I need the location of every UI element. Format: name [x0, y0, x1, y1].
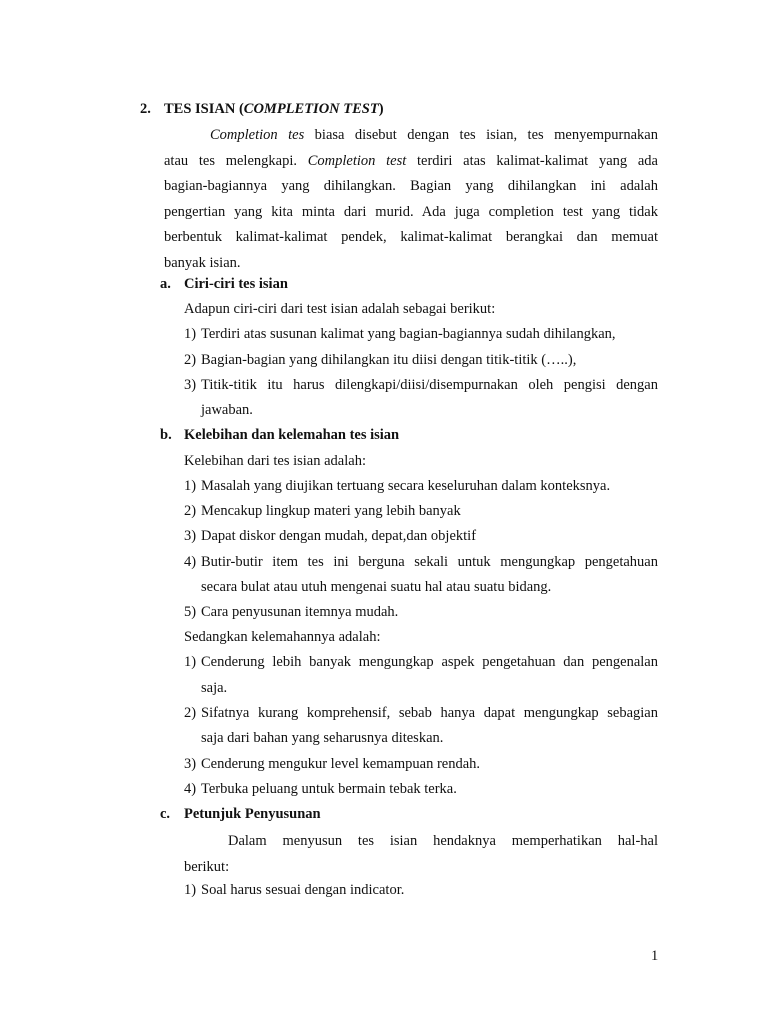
- list-text: Dapat diskor dengan mudah, depat,dan objektif: [201, 528, 477, 544]
- list-number: 3): [184, 377, 197, 393]
- intro-paragraph: [164, 123, 658, 276]
- list-number: 1): [184, 654, 197, 670]
- intro-italic-term-2: Completion test: [307, 152, 407, 169]
- list-text-continuation: secara bulat atau utuh mengenai suatu hal atau suatu bidang.: [201, 579, 552, 595]
- list-number: 4): [184, 781, 197, 797]
- section-heading: [140, 101, 384, 118]
- intro-line-4: pengertian yang kita minta dari murid. Ada juga completion test yang tidak: [164, 203, 658, 220]
- intro-text-1: biasa disebut dengan tes isian, tes menyempurnakan: [304, 127, 658, 143]
- subsection-c-line-2: berikut:: [184, 858, 230, 875]
- list-text: Cenderung mengukur level kemampuan rendah.: [201, 756, 481, 772]
- list-text: Titik-titik itu harus dilengkapi/diisi/disempurnakan oleh pengisi dengan: [201, 377, 658, 393]
- list-number: 3): [184, 528, 197, 544]
- subsection-c-paragraph: [184, 829, 658, 880]
- list-number: 5): [184, 604, 197, 620]
- subsection-a-lead: Adapun ciri-ciri dari test isian adalah sebagai berikut:: [184, 301, 496, 317]
- list-text: Sifatnya kurang komprehensif, sebab hanya dapat mengungkap sebagian: [201, 705, 658, 721]
- subsection-a-title: Ciri-ciri tes isian: [184, 276, 288, 292]
- list-number: 1): [184, 882, 197, 898]
- subsection-c-line-1: Dalam menyusun tes isian hendaknya memperhatikan hal-hal: [228, 833, 658, 849]
- list-text-continuation: saja.: [201, 680, 228, 696]
- section-title-suffix: ): [378, 101, 384, 117]
- list-text: Terdiri atas susunan kalimat yang bagian-bagiannya sudah dihilangkan,: [201, 326, 616, 342]
- list-text: Masalah yang diujikan tertuang secara keseluruhan dalam konteksnya.: [201, 478, 611, 494]
- list-number: 3): [184, 756, 197, 772]
- list-text: Cara penyusunan itemnya mudah.: [201, 604, 399, 620]
- list-number: 2): [184, 705, 197, 721]
- list-number: 1): [184, 326, 197, 342]
- list-number: 4): [184, 554, 197, 570]
- list-text-continuation: jawaban.: [201, 402, 253, 418]
- list-text: Cenderung lebih banyak mengungkap aspek pengetahuan dan pengenalan: [201, 654, 658, 670]
- list-text: Terbuka peluang untuk bermain tebak terka.: [201, 781, 457, 797]
- list-number: 2): [184, 503, 197, 519]
- intro-text-2b: terdiri atas kalimat-kalimat yang ada: [406, 152, 658, 169]
- subsection-b-heading: [160, 427, 399, 444]
- page-number: 1: [651, 948, 659, 964]
- subsection-b-letter: b.: [160, 427, 172, 443]
- subsection-b-title: Kelebihan dan kelemahan tes isian: [184, 427, 400, 443]
- subsection-a-heading: [160, 276, 288, 293]
- list-text: Soal harus sesuai dengan indicator.: [201, 882, 405, 898]
- list-number: 1): [184, 478, 197, 494]
- disadvantages-lead: Sedangkan kelemahannya adalah:: [184, 629, 381, 645]
- section-number: 2.: [140, 101, 151, 117]
- intro-italic-term-1: Completion tes: [210, 127, 305, 143]
- intro-text-2a: atau tes melengkapi.: [164, 152, 308, 169]
- intro-line-3: bagian-bagiannya yang dihilangkan. Bagian yang dihilangkan ini adalah: [164, 178, 658, 194]
- subsection-a-letter: a.: [160, 276, 171, 292]
- list-text: Bagian-bagian yang dihilangkan itu diisi dengan titik-titik (…..),: [201, 352, 577, 368]
- list-text-continuation: saja dari bahan yang seharusnya diteskan.: [201, 730, 444, 746]
- section-title-italic: COMPLETION TEST: [243, 101, 379, 117]
- list-text: Butir-butir item tes ini berguna sekali untuk mengungkap pengetahuan: [201, 554, 658, 570]
- subsection-c-letter: c.: [160, 806, 171, 822]
- list-number: 2): [184, 352, 197, 368]
- intro-line-5: berbentuk kalimat-kalimat pendek, kalimat-kalimat berangkai dan memuat: [164, 229, 658, 245]
- subsection-c-title: Petunjuk Penyusunan: [184, 806, 321, 822]
- advantages-lead: Kelebihan dari tes isian adalah:: [184, 453, 366, 469]
- intro-line-1: [164, 123, 658, 149]
- list-text: Mencakup lingkup materi yang lebih banyak: [201, 503, 461, 519]
- subsection-c-heading: [160, 806, 321, 823]
- intro-line-2: [164, 149, 658, 175]
- intro-line-6: banyak isian.: [164, 254, 241, 271]
- section-title-prefix: TES ISIAN (: [164, 101, 244, 117]
